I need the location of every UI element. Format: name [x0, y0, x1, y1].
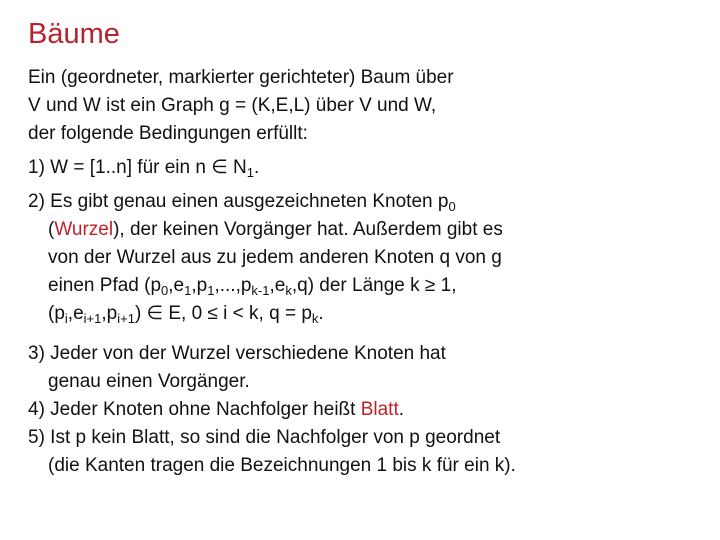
- edge-sub-i1-b: i+1: [117, 311, 135, 326]
- edge-p: ,p: [101, 303, 118, 324]
- edge-e: ,e: [67, 303, 84, 324]
- condition-5-line-2: (die Kanten tragen die Bezeichnungen 1 bis k für ein k).: [48, 455, 516, 476]
- condition-2-text: 2) Es gibt genau einen ausgezeichneten Knoten p: [28, 191, 449, 212]
- path-p1: ,p: [191, 275, 208, 296]
- intro-line-1: Ein (geordneter, markierter gerichteter) Baum über: [28, 67, 454, 88]
- condition-4: [28, 396, 708, 424]
- condition-1-sub: 1: [246, 165, 255, 180]
- edge-sub-k: k: [311, 311, 319, 326]
- condition-3-line-2: genau einen Vorgänger.: [48, 371, 250, 392]
- edge-end: .: [318, 303, 324, 324]
- condition-2-line-4: [28, 272, 708, 300]
- condition-3-line-1: 3) Jeder von der Wurzel verschiedene Knoten hat: [28, 343, 446, 364]
- condition-2-line-1: [28, 188, 708, 216]
- intro-line-3: der folgende Bedingungen erfüllt:: [28, 123, 308, 144]
- path-end: ,q) der Länge k ≥ 1,: [291, 275, 457, 296]
- condition-2-sub: 0: [448, 199, 456, 214]
- path-sub-2: 1: [207, 283, 215, 298]
- path-dots: ,...,p: [214, 275, 252, 296]
- term-wurzel: Wurzel: [54, 219, 114, 240]
- condition-2-line-2: [28, 216, 708, 244]
- condition-1-end: .: [254, 157, 260, 178]
- path-e1: ,e: [168, 275, 185, 296]
- path-sub-3: k-1: [251, 283, 270, 298]
- condition-2-line-2-rest: ), der keinen Vorgänger hat. Außerdem gibt es: [113, 219, 503, 240]
- path-sub-4: k: [285, 283, 292, 298]
- slide-content: [28, 64, 708, 480]
- edge-start: (p: [48, 303, 65, 324]
- edge-cond: ) ∈ E, 0 ≤ i < k, q = p: [134, 303, 312, 324]
- condition-4-text: 4) Jeder Knoten ohne Nachfolger heißt: [28, 399, 361, 420]
- condition-4-end: .: [398, 399, 405, 420]
- condition-1-text: 1) W = [1..n] für ein n ∈ N: [28, 157, 247, 178]
- slide-title: Bäume: [28, 18, 120, 50]
- path-sub-1: 1: [184, 283, 192, 298]
- condition-5-line-1: 5) Ist p kein Blatt, so sind die Nachfolger von p geordnet: [28, 427, 501, 448]
- edge-sub-i: i: [64, 311, 68, 326]
- intro-line-2: V und W ist ein Graph g = (K,E,L) über V und W,: [28, 95, 437, 116]
- condition-1: [28, 154, 708, 182]
- edge-sub-i1-a: i+1: [83, 311, 102, 326]
- path-start: einen Pfad (p: [48, 275, 162, 296]
- path-sub-0: 0: [161, 283, 169, 298]
- condition-2-paren: (: [48, 219, 55, 240]
- condition-2-line-3: von der Wurzel aus zu jedem anderen Knoten q von g: [48, 247, 502, 268]
- term-blatt: Blatt: [360, 399, 399, 420]
- path-ek: ,e: [269, 275, 286, 296]
- condition-2-line-5: [28, 300, 708, 328]
